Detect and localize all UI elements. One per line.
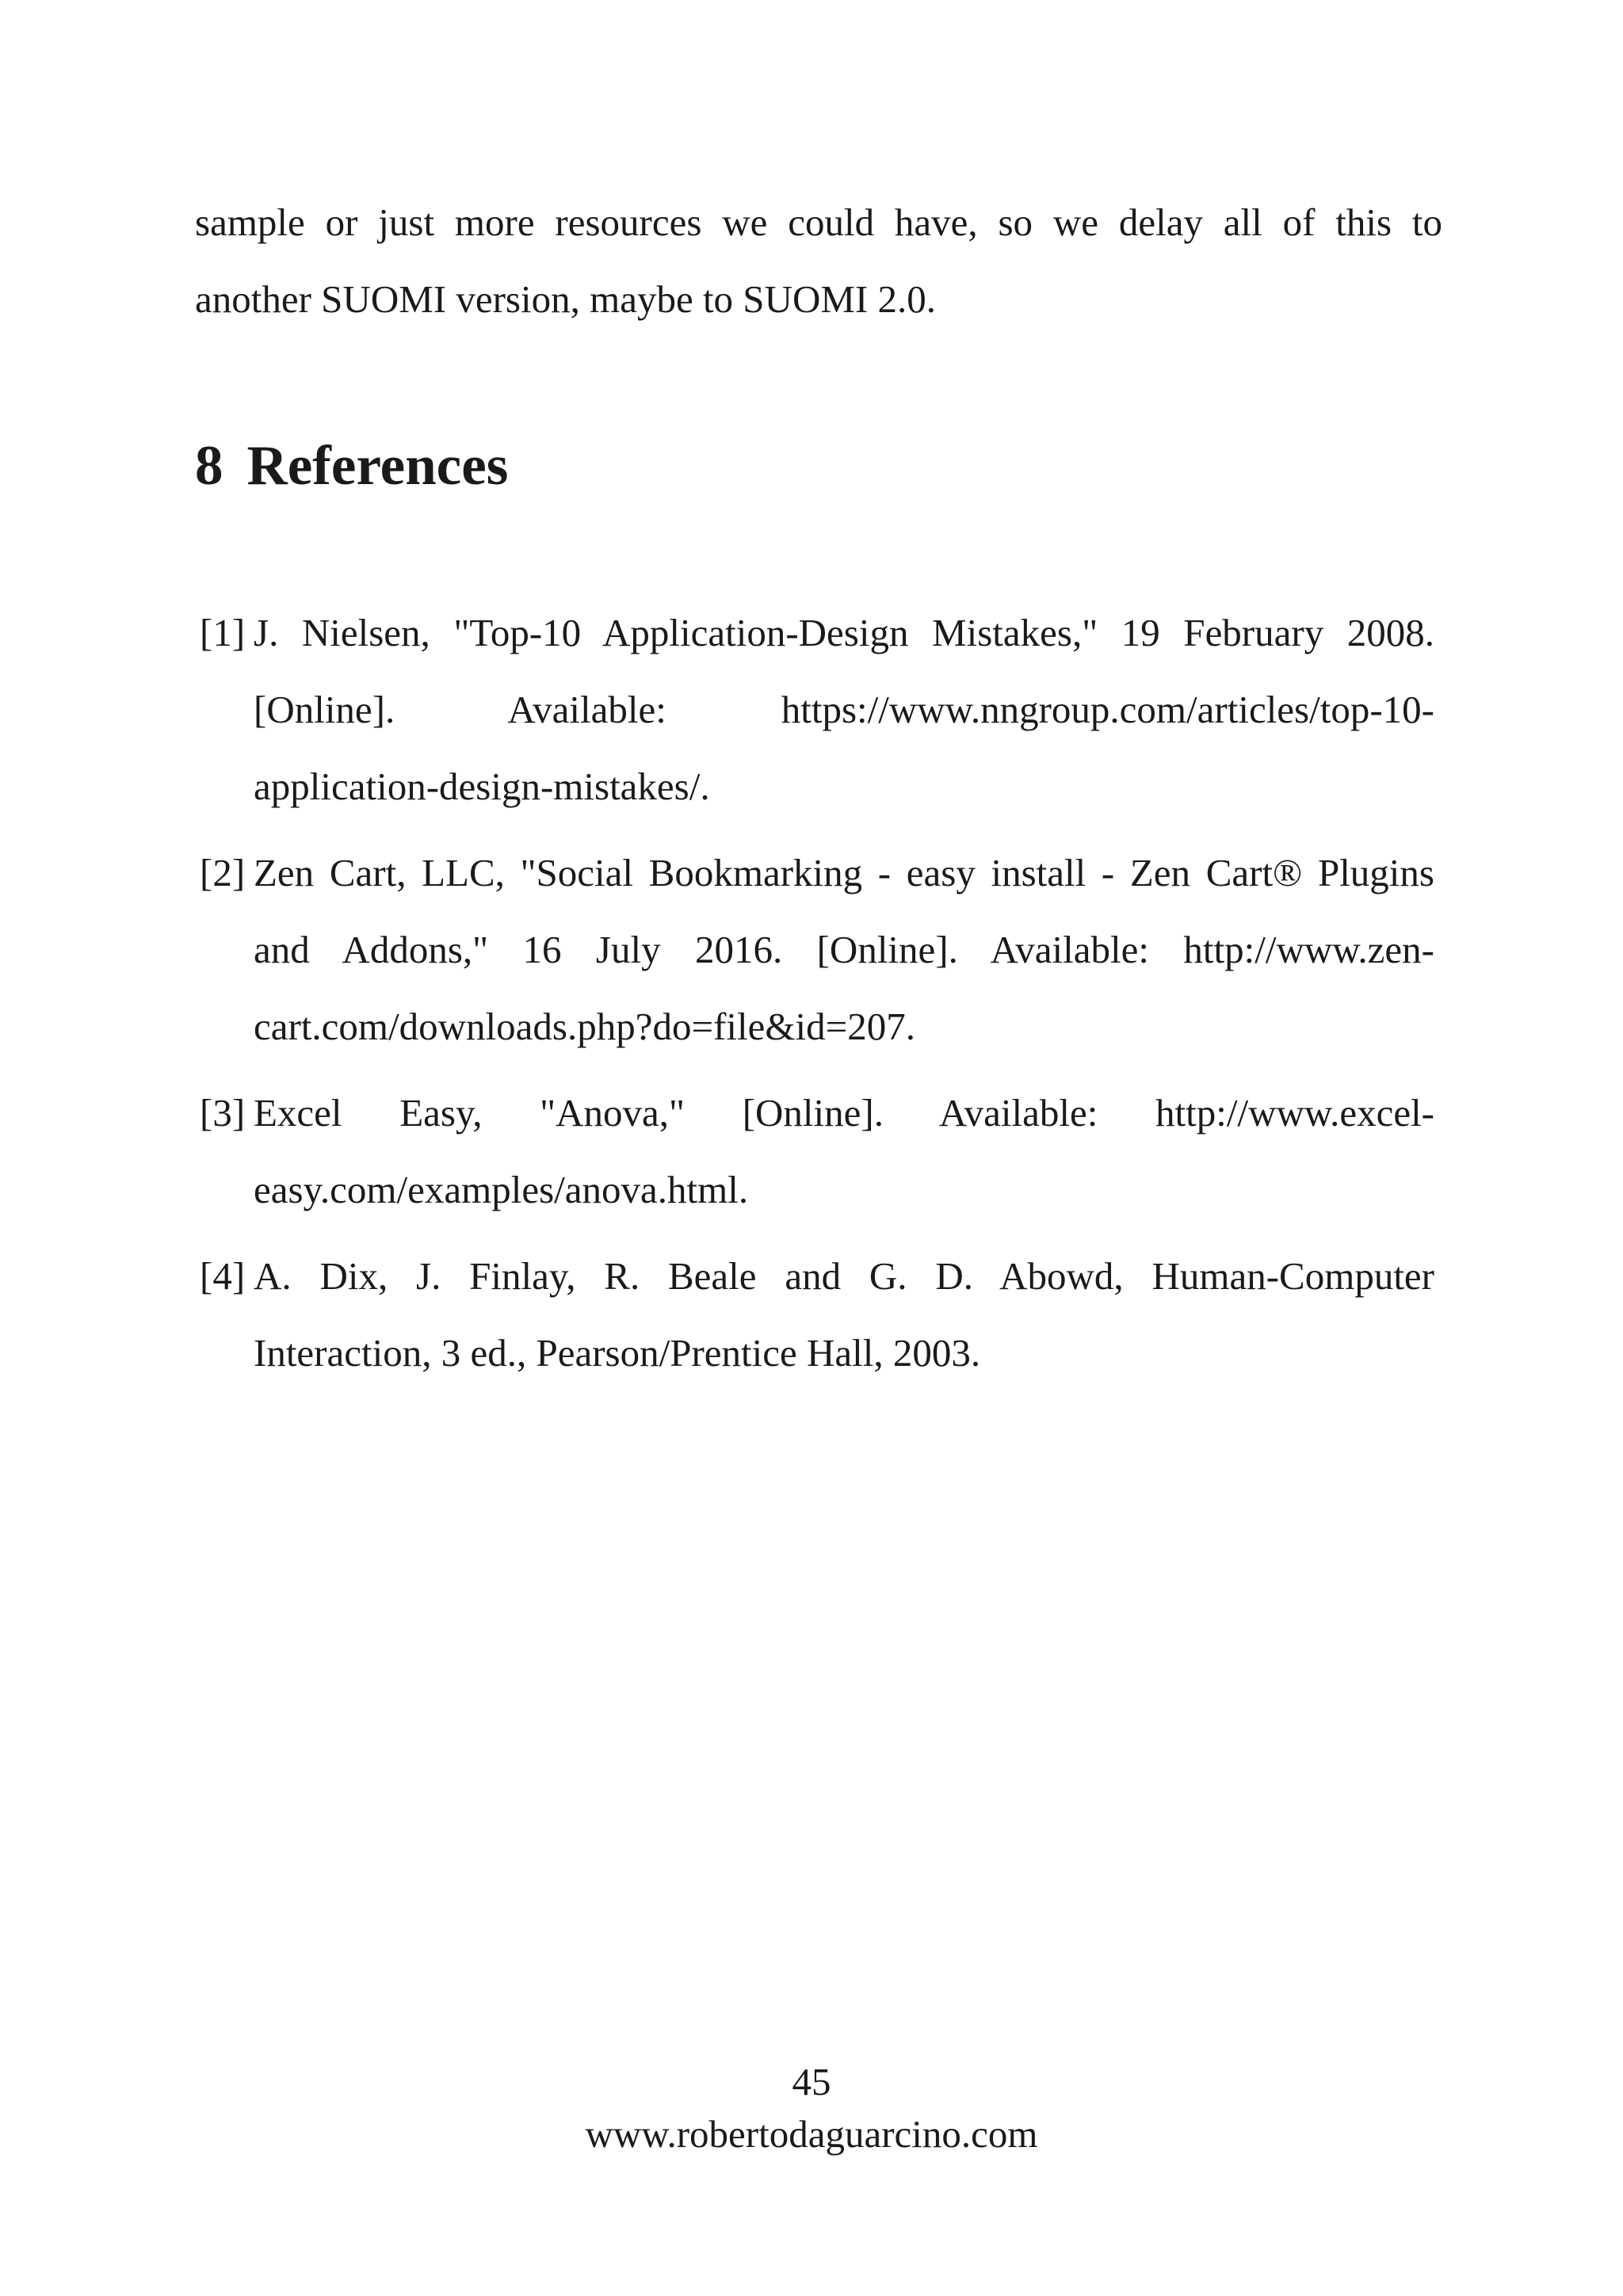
reference-line: [Online]. Available: https://www.nngroup.com/articles/top-10- <box>254 688 1434 731</box>
page-number: 45 <box>792 2060 831 2103</box>
reference-item-4 <box>195 1238 1434 1391</box>
reference-item-2 <box>195 834 1434 1065</box>
reference-item-1 <box>195 594 1434 825</box>
reference-item-3 <box>195 1074 1434 1228</box>
intro-paragraph <box>195 184 1442 338</box>
reference-tag: [1] <box>200 611 246 654</box>
section-number: 8 <box>195 435 223 497</box>
section-title: References <box>246 435 509 497</box>
reference-line: Interaction, 3 ed., Pearson/Prentice Hall, 2003. <box>254 1331 981 1375</box>
reference-line: A. Dix, J. Finlay, R. Beale and G. D. Abowd, Human-Computer <box>254 1254 1434 1298</box>
reference-line: J. Nielsen, "Top-10 Application-Design Mistakes," 19 February 2008. <box>254 611 1434 654</box>
reference-tag: [2] <box>200 851 246 894</box>
reference-line: Excel Easy, "Anova," [Online]. Available: http://www.excel- <box>254 1091 1434 1135</box>
intro-line-1: sample or just more resources we could have, so we delay all of this to <box>195 200 1442 244</box>
section-heading <box>195 426 508 505</box>
reference-line: easy.com/examples/anova.html. <box>254 1168 749 1211</box>
reference-tag: [3] <box>200 1091 246 1135</box>
reference-tag: [4] <box>200 1254 246 1298</box>
intro-line-2: another SUOMI version, maybe to SUOMI 2.0. <box>195 277 936 321</box>
reference-line: and Addons," 16 July 2016. [Online]. Available: http://www.zen- <box>254 928 1434 971</box>
reference-list <box>195 594 1434 1401</box>
reference-line: cart.com/downloads.php?do=file&id=207. <box>254 1005 916 1048</box>
reference-line: application-design-mistakes/. <box>254 765 710 808</box>
footer-website: www.robertodaguarcino.com <box>585 2112 1038 2156</box>
reference-line: Zen Cart, LLC, "Social Bookmarking - easy install - Zen Cart® Plugins <box>254 851 1434 894</box>
